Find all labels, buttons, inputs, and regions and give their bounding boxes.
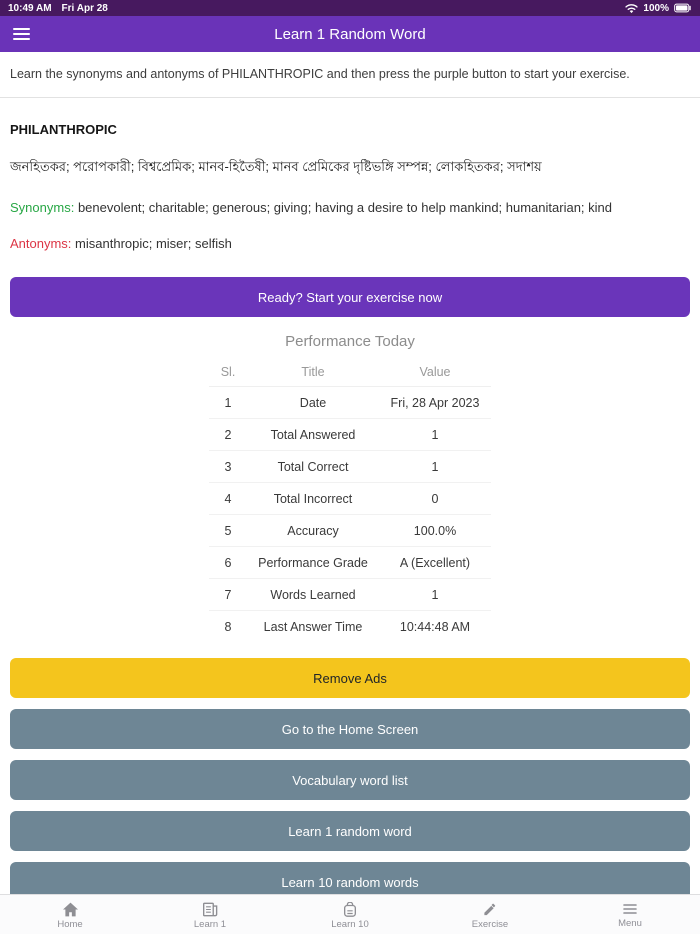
antonyms-line [10, 236, 690, 251]
col-value: Value [379, 358, 491, 387]
col-title: Title [247, 358, 379, 387]
table-row: 6 Performance Grade A (Excellent) [209, 547, 491, 579]
antonyms-label: Antonyms: [10, 236, 72, 252]
tab-learn-10[interactable] [280, 895, 420, 934]
instruction-text: Learn the synonyms and antonyms of PHILANTHROPIC and then press the purple button to start your exercise. [0, 52, 700, 98]
vocab-list-button[interactable]: Vocabulary word list [10, 760, 690, 800]
table-row: 5 Accuracy 100.0% [209, 515, 491, 547]
start-exercise-button[interactable]: Ready? Start your exercise now [10, 277, 690, 317]
status-bar [0, 0, 700, 16]
remove-ads-button[interactable]: Remove Ads [10, 658, 690, 698]
tab-label: Learn 1 [193, 918, 227, 930]
learn-one-button[interactable]: Learn 1 random word [10, 811, 690, 851]
tab-label: Exercise [471, 918, 509, 930]
book-icon [202, 902, 219, 917]
col-sl: Sl. [209, 358, 247, 387]
battery-icon [674, 3, 692, 13]
tab-label: Learn 10 [331, 918, 369, 930]
tab-label: Home [57, 918, 83, 930]
synonyms-list: benevolent; charitable; generous; giving; having a desire to help mankind; humanitarian; kind [77, 200, 612, 216]
table-row: 8 Last Answer Time 10:44:48 AM [224, 619, 471, 634]
backpack-icon [342, 902, 358, 917]
table-row: 7 Words Learned 1 [209, 579, 491, 611]
synonyms-label: Synonyms: [10, 200, 75, 216]
antonyms-list: misanthropic; miser; selfish [75, 236, 232, 252]
word-title: PHILANTHROPIC [10, 122, 117, 138]
tab-menu[interactable] [560, 895, 700, 934]
learn-ten-button[interactable]: Learn 10 random words [10, 862, 690, 902]
table-row: 3 Total Correct 1 [209, 451, 491, 483]
home-screen-button[interactable]: Go to the Home Screen [10, 709, 690, 749]
page-title: Learn 1 Random Word [274, 25, 426, 43]
status-time: 10:49 AM [8, 2, 52, 14]
status-date: Fri Apr 28 [61, 2, 108, 14]
table-row: 4 Total Incorrect 0 [209, 483, 491, 515]
app-header [0, 16, 700, 52]
performance-table [209, 358, 491, 642]
tab-learn-1[interactable] [140, 895, 280, 934]
pencil-icon [482, 902, 498, 917]
bengali-meanings: জনহিতকর; পরোপকারী; বিশ্বপ্রেমিক; মানব-হিতৈষী; মানব প্রেমিকের দৃষ্টিভঙ্গি সম্পন্ন; লোকহিতকর; সদাশয় [10, 159, 542, 175]
table-row: 1 Date Fri, 28 Apr 2023 [209, 387, 491, 419]
table-header-row [209, 358, 491, 387]
menu-icon[interactable] [13, 25, 30, 43]
synonyms-line [10, 200, 690, 215]
wifi-icon [625, 3, 638, 14]
table-row: 2 Total Answered 1 [209, 419, 491, 451]
tab-home[interactable] [0, 895, 140, 934]
menu-lines-icon [622, 902, 638, 916]
home-icon [62, 902, 79, 917]
word-card [0, 98, 700, 251]
tab-bar [0, 894, 700, 934]
performance-title: Performance Today [285, 333, 415, 351]
tab-label: Menu [618, 918, 642, 929]
battery-percent: 100% [643, 2, 669, 14]
tab-exercise[interactable] [420, 895, 560, 934]
